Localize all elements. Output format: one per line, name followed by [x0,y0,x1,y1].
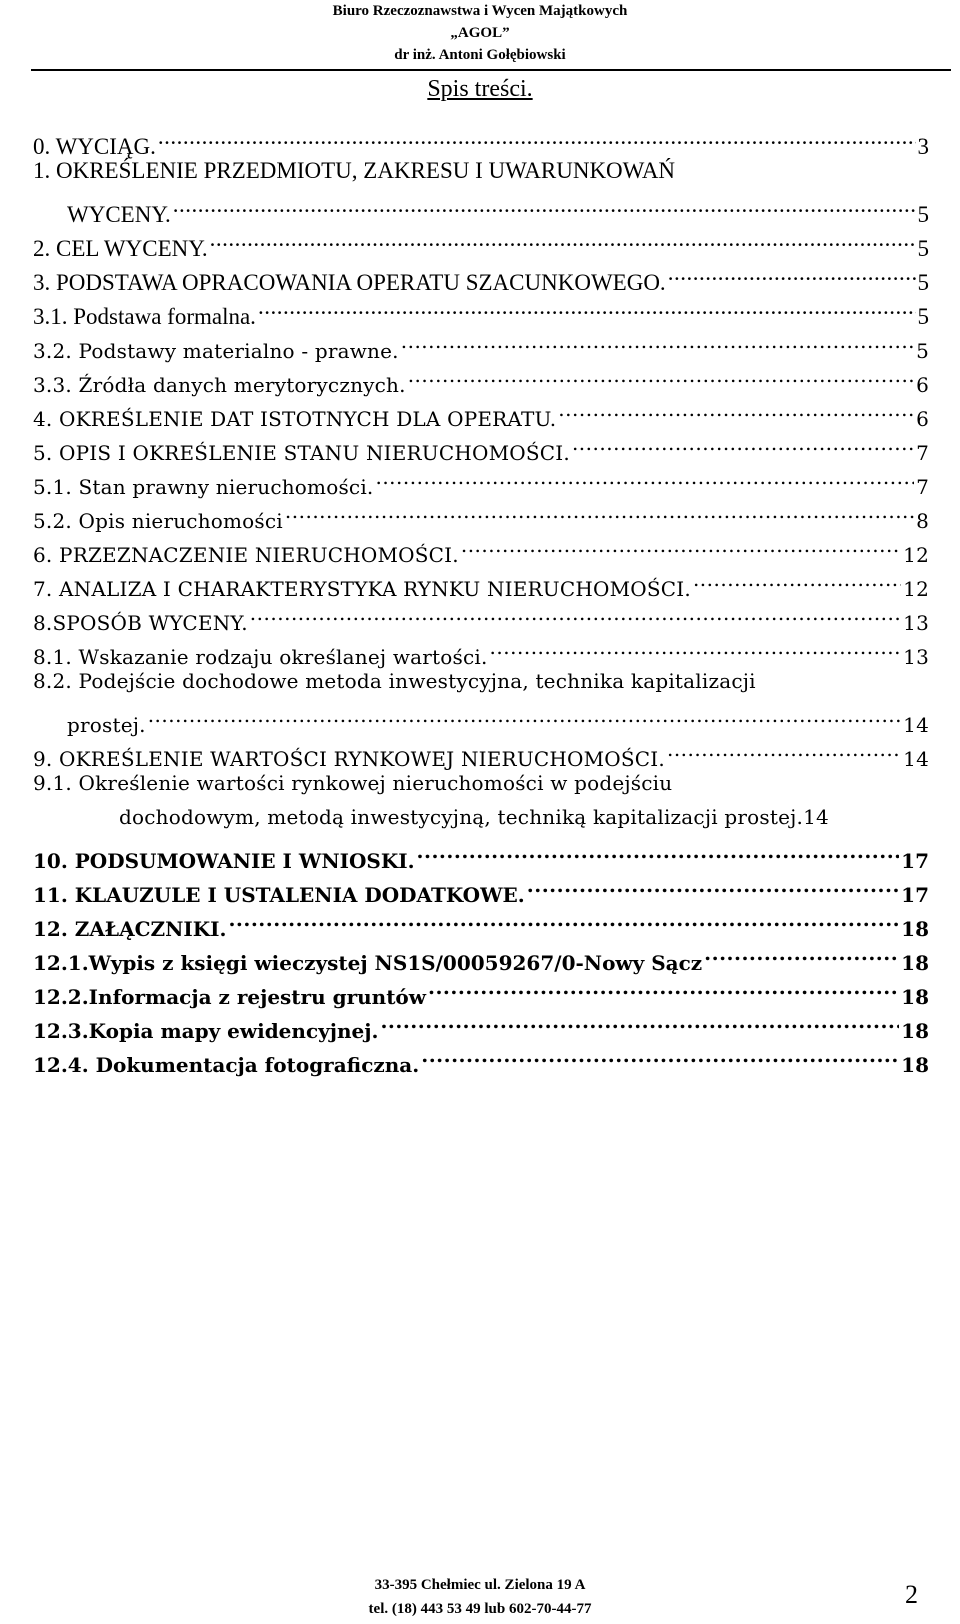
toc-entry-page: 13 [903,645,929,669]
toc-entry-page: 18 [901,917,929,941]
toc-entry-page: 6 [916,373,929,397]
toc-entry[interactable] [33,596,929,635]
toc-entry[interactable] [33,256,929,295]
toc-entry-title: 12.2.Informacja z rejestru gruntów [33,985,426,1009]
toc-entry-page: 5 [917,304,929,329]
dot-leader [408,358,914,392]
toc-entry-title: 12.1.Wypis z księgi wieczystej NS1S/00059267/0-Nowy Sącz [33,951,703,975]
toc-entry[interactable] [33,324,929,363]
dot-leader [401,324,914,358]
toc-entry-page: 5 [917,270,929,295]
toc-entry[interactable] [33,834,929,873]
toc-entry-title: 1. OKREŚLENIE PRZEDMIOTU, ZAKRESU I UWARUNKOWAŃ [33,158,676,183]
dot-leader [417,834,900,868]
toc-entry[interactable] [33,732,929,771]
toc-entry-title: 2. CEL WYCENY. [33,236,208,261]
dot-leader [250,596,901,630]
toc-entry-page: 12 [903,543,929,567]
toc-entry-page: 5 [917,236,929,261]
toc-entry[interactable] [33,562,929,601]
toc-entry[interactable] [33,936,929,975]
toc-entry-page: 5 [916,339,929,363]
toc-entry-page: 14 [903,713,929,737]
toc-entry[interactable] [33,868,929,907]
toc-entry-title: 6. PRZEZNACZENIE NIERUCHOMOŚCI. [33,543,459,567]
toc-entry[interactable] [33,426,929,465]
toc-entry-title: 11. KLAUZULE I USTALENIA DODATKOWE. [33,883,525,907]
toc-entry-title: 12.3.Kopia mapy ewidencyjnej. [33,1019,379,1043]
toc-entry-page: 18 [901,985,929,1009]
toc-entry-page: 6 [916,407,929,431]
toc-entry-page: 7 [916,475,929,499]
toc-entry[interactable] [33,664,929,737]
dot-leader [285,494,914,528]
toc-entry-page: 7 [916,441,929,465]
document-footer [0,1573,960,1621]
table-of-contents [33,120,929,1077]
document-header [0,0,960,66]
dot-leader [148,698,901,732]
footer-address: 33-395 Chełmiec ul. Zielona 19 A [374,1577,586,1593]
toc-entry-page: 17 [901,849,929,873]
toc-entry[interactable] [33,154,929,227]
dot-leader [375,460,914,494]
toc-entry[interactable] [33,902,929,941]
dot-leader [380,1004,899,1038]
toc-entry-title-continued: WYCENY. [67,202,171,227]
toc-entry-page: 18 [901,951,929,975]
dot-leader [668,256,916,290]
toc-entry-title: 8.SPOSÓB WYCENY. [33,611,248,635]
toc-entry-page: 12 [903,577,929,601]
toc-entry-page: 18 [901,1019,929,1043]
toc-entry-page: 8 [916,509,929,533]
toc-entry-title: 8.2. Podejście dochodowe metoda inwestycyjna, technika kapitalizacji [33,669,756,693]
toc-entry-title: 8.1. Wskazanie rodzaju określanej wartości. [33,645,488,669]
toc-entry-title: 7. ANALIZA I CHARAKTERYSTYKA RYNKU NIERUCHOMOŚCI. [33,577,691,601]
header-author: dr inż. Antoni Gołębiowski [394,47,566,63]
toc-entry[interactable] [33,494,929,533]
dot-leader [558,392,914,426]
dot-leader [421,1038,899,1072]
toc-entry-title: 3.2. Podstawy materialno - prawne. [33,339,399,363]
header-brand: „AGOL” [450,25,510,41]
dot-leader [693,562,901,596]
toc-entry[interactable] [33,290,929,329]
toc-title: Spis treści. [427,76,533,102]
toc-entry-page: 17 [901,883,929,907]
toc-entry-title: 5.2. Opis nieruchomości [33,509,283,533]
toc-entry-title: 12. ZAŁĄCZNIKI. [33,917,227,941]
toc-entry[interactable] [33,358,929,397]
toc-entry[interactable] [33,630,929,669]
toc-entry-title: 4. OKREŚLENIE DAT ISTOTNYCH DLA OPERATU. [33,407,557,431]
toc-entry-page: 3 [917,134,929,159]
toc-entry-title-continued: prostej. [67,713,146,737]
toc-entry[interactable] [33,120,929,159]
header-divider [31,69,951,71]
toc-entry[interactable] [33,222,929,261]
dot-leader [490,630,902,664]
toc-entry-title-continued: dochodowym, metodą inwestycyjną, techniką kapitalizacji prostej. [119,805,804,829]
toc-entry-title: 3. PODSTAWA OPRACOWANIA OPERATU SZACUNKOWEGO. [33,270,666,295]
dot-leader [258,290,916,324]
toc-entry[interactable] [33,392,929,431]
toc-entry-page: 13 [903,611,929,635]
toc-entry-title: 3.1. Podstawa formalna. [33,304,256,329]
dot-leader [158,120,916,154]
toc-entry-page: 5 [917,202,929,227]
toc-entry-title: 9.1. Określenie wartości rynkowej nieruchomości w podejściu [33,771,673,795]
toc-entry-title: 3.3. Źródła danych merytorycznych. [33,373,406,397]
toc-entry[interactable] [33,528,929,567]
toc-entry-page: 14 [803,805,829,829]
toc-entry-title: 0. WYCIĄG. [33,134,156,159]
toc-entry-title: 5. OPIS I OKREŚLENIE STANU NIERUCHOMOŚCI. [33,441,570,465]
dot-leader [461,528,901,562]
toc-entry-title: 5.1. Stan prawny nieruchomości. [33,475,374,499]
toc-entry-page: 14 [903,747,929,771]
toc-entry[interactable] [33,460,929,499]
toc-entry-page: 18 [901,1053,929,1077]
dot-leader [173,188,916,222]
dot-leader [428,970,899,1004]
toc-entry-title: 12.4. Dokumentacja fotograficzna. [33,1053,420,1077]
toc-entry[interactable] [33,1004,929,1043]
toc-entry-title: 10. PODSUMOWANIE I WNIOSKI. [33,849,415,873]
dot-leader [704,936,899,970]
toc-entry-title: 9. OKREŚLENIE WARTOŚCI RYNKOWEJ NIERUCHOMOŚCI. [33,747,665,771]
toc-entry[interactable] [33,766,929,834]
dot-leader [667,732,901,766]
page-number: 2 [905,1580,918,1609]
toc-entry[interactable] [33,1038,929,1077]
dot-leader [527,868,899,902]
footer-phone: tel. (18) 443 53 49 lub 602-70-44-77 [368,1601,592,1617]
header-company-name: Biuro Rzeczoznawstwa i Wycen Majątkowych [332,3,628,19]
dot-leader [210,222,916,256]
dot-leader [228,902,899,936]
dot-leader [572,426,914,460]
toc-entry[interactable] [33,970,929,1009]
